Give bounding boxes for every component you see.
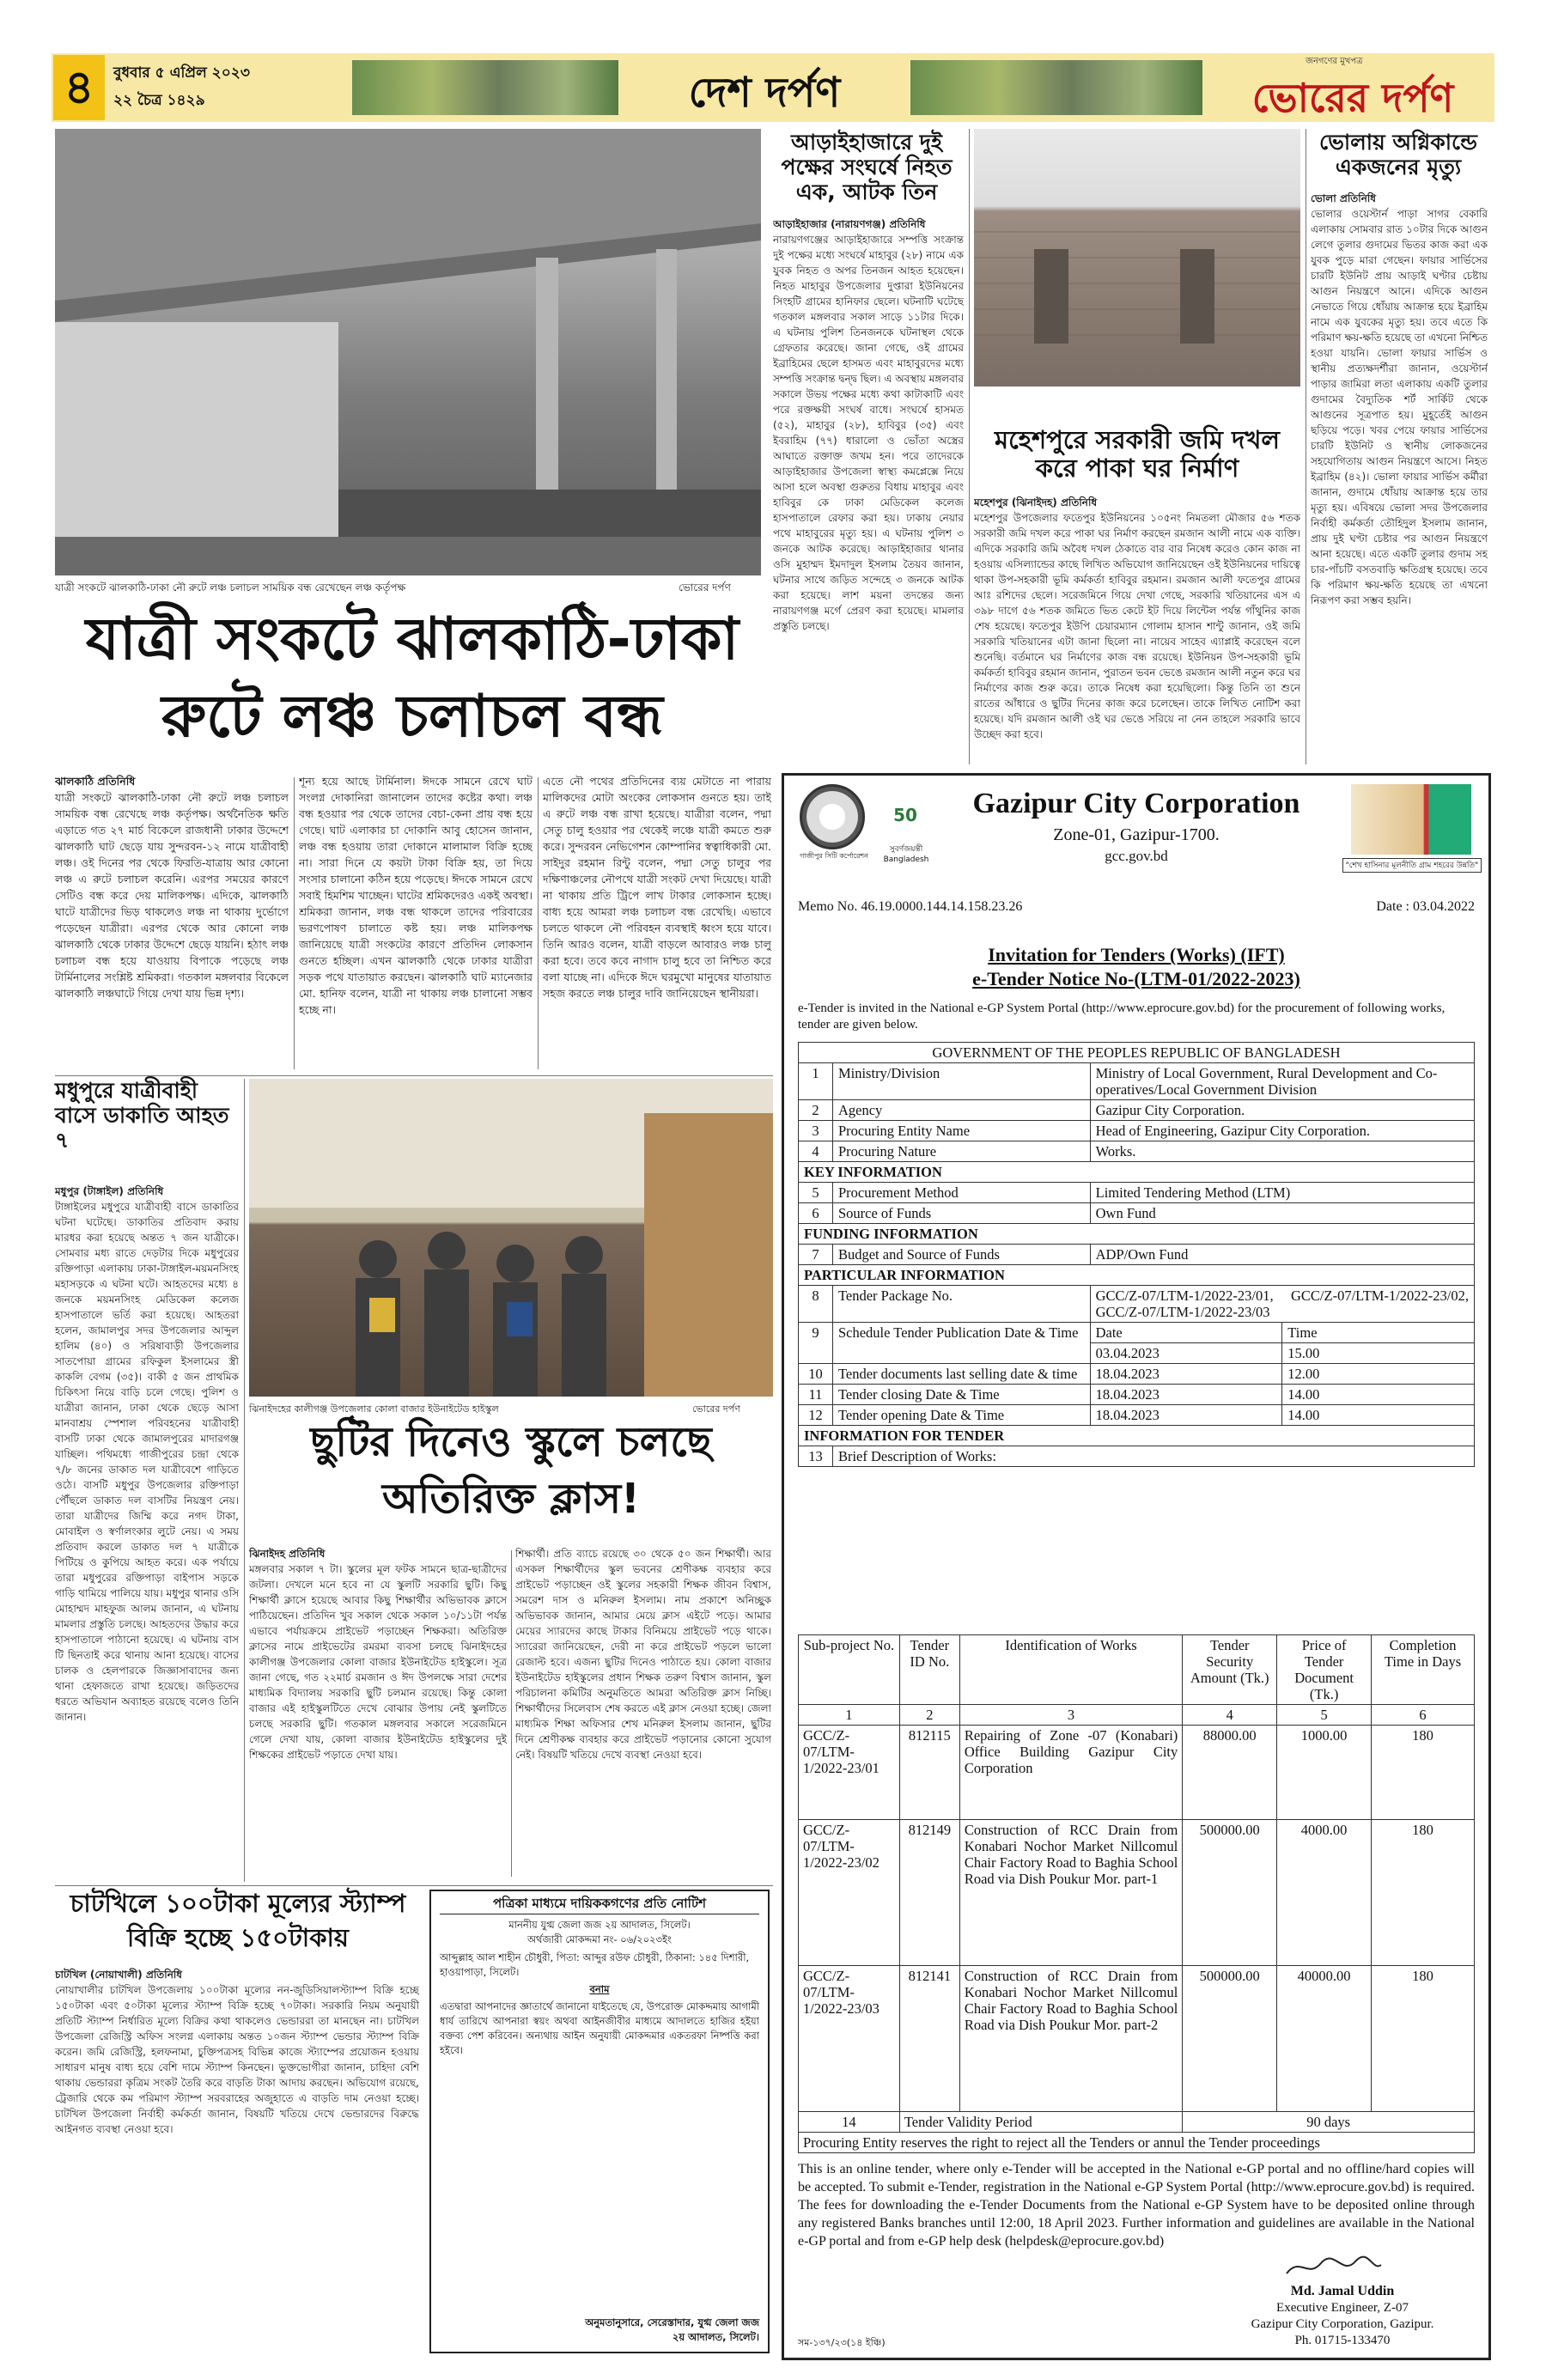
gov-header: GOVERNMENT OF THE PEOPLES REPUBLIC OF BANGLADESH xyxy=(799,1043,1475,1063)
header-photo-strip-left xyxy=(352,60,618,115)
school-headline-line1: ছুটির দিনেও স্কুলে চলছে xyxy=(310,1418,712,1466)
table-row: GCC/Z-07/LTM-1/2022-23/01 812115 Repairing of Zone -07 (Konabari) Office Building Gazipur City Corporation 88000.00 1000.00 180 xyxy=(799,1726,1475,1820)
signature-mark xyxy=(1282,2255,1385,2280)
table-row: GCC/Z-07/LTM-1/2022-23/03 812141 Construction of RCC Drain from Konabari Nochor Market Nillcomul Chair Factory Road to Baghia School Road via Dish Poukur Mor. part-2 500000.00 40000.00 180 xyxy=(799,1966,1475,2112)
school-students-photo xyxy=(249,1079,773,1397)
students-illustration xyxy=(249,1079,773,1397)
page-number: ৪ xyxy=(53,55,105,120)
school-dateline: ঝিনাইদহ প্রতিনিধি xyxy=(249,1548,326,1560)
legal-notice-plaintiff: আব্দুল্লাহ আল শাহীন চৌধুরী, পিতা: আব্দুর রউফ চৌধুরী, ঠিকানা: ১৪৫ দিশারী, হাওয়াপাড়া, সিলেট। xyxy=(440,1951,750,1978)
stamp-headline-line2: বিক্রি হচ্ছে ১৫০টাকায় xyxy=(126,1923,349,1952)
signer-title: Executive Engineer, Z-07 xyxy=(1276,2301,1409,2315)
table-row: 10 Tender documents last selling date & time 18.04.2023 12.00 xyxy=(799,1364,1475,1385)
jubilee-text: সুবর্ণজয়ন্তী Bangladesh xyxy=(883,845,929,864)
lead-body-col1 xyxy=(55,773,289,1074)
header-bangla-date: ২২ চৈত্র ১৪২৯ xyxy=(113,92,205,109)
modhupur-dateline: মধুপুর (টাঙ্গাইল) প্রতিনিধি xyxy=(55,1185,164,1197)
table-row: 11 Tender closing Date & Time 18.04.2023 14.00 xyxy=(799,1385,1475,1405)
lead-photo-caption: যাত্রী সংকটে ঝালকাঠি-ঢাকা নৌ রুটে লঞ্চ চলাচল সাময়িক বন্ধ রেখেছেন লঞ্চ কর্তৃপক্ষ xyxy=(55,581,406,593)
araihazar-body xyxy=(773,216,964,766)
mohespur-body xyxy=(974,495,1300,766)
ferry-terminal-photo xyxy=(55,129,761,575)
mohespur-text: মহেশপুর উপজেলার ফতেপুর ইউনিয়নের ১০৫নং নিমতলা মৌজার ৫৬ শতক সরকারী জমি দখল করে পাকা ঘর নির্মাণ করছেন রমজান আলী নামে এক ব্যক্তি। এদিকে সরকারি জমি অবৈধ দখল ঠেকাতে বার বার নিষেধ করেও কোন কাজ না হওয়ায় এসিল্যান্ডের কাছে লিখিত অভিযোগ জানিয়েছেন ওই ইউনিয়নের দায়িত্বে থাকা উপ-সহকারী ভূমি কর্মকর্তা হাবিবুর রহমান। রমজান আলী ফতেপুর গ্রামের আঃ রশিদের ছেলে। সরেজমিনে গিয়ে দেখা গেছে, সরকারি খতিয়ানের এস এ ৩৯৮ দাগে ৫৬ শতক জমিতে ভিত কেটে ইট দিয়ে লিন্টেল পর্যন্ত গাঁথুনির কাজ শেষ হয়েছে। ফতেপুর ইউপি চেয়ারম্যান গোলাম হাসান শান্টু জানান, ওই জমি সরকারি খতিয়ানের এটা জানা ছিলো না। নায়েব সাহেব এ্যাপ্লাই করেছেন বলে শুনেছি। বর্তমানে ঘর নির্মাণের কাজ বন্ধ রয়েছে। ইউনিয়ন উপ-সহকারী ভূমি কর্মকর্তা হাবিবুর রহমান জানান, পুরাতন ভবন ভেঙে রমজান আলী নতুন করে ঘর নির্মাণের কাজ শুরু করে। তাকে নিষেধ করা হয়েছিলো। কিন্তু তিনি তা শুনে রাতের আঁধারে ও ছুটির দিনের কাজ করে চলেছেন। তাকে লিখিত নোটিশ করা হয়েছে। যদি রমজান আলী ওই ঘর ভেঙে সরিয়ে না নেন তাহলে সরকারি ভাবে উচ্ছেদ করা হবে। xyxy=(974,512,1300,740)
lead-headline-line1: যাত্রী সংকটে ঝালকাঠি-ঢাকা xyxy=(85,606,740,673)
stamp-headline-line1: চাটখিলে ১০০টাকা মূল্যের স্ট্যাম্প xyxy=(70,1889,406,1918)
table-row: 14 Tender Validity Period 90 days xyxy=(799,2112,1475,2133)
tender-intro: e-Tender is invited in the National e-GP System Portal (http://www.eprocure.gov.bd) for the procurement of following works, tender are given below. xyxy=(798,1001,1446,1032)
table-row: 6 Source of Funds Own Fund xyxy=(799,1203,1475,1224)
signer-org: Gazipur City Corporation, Gazipur. xyxy=(1251,2317,1434,2331)
sub-table-col-numbers: 1 2 3 4 5 6 xyxy=(799,1705,1475,1726)
table-row: Procuring Entity reserves the right to reject all the Tenders or annul the Tender proceedings xyxy=(799,2133,1475,2153)
lead-col3-text: এতে নৌ পথের প্রতিদিনের ব্যয় মেটাতে না পারায় মালিকদের মোটা অংকের লোকসান গুনতে হয়। তাই এ রুটে লঞ্চ বন্ধ রাখা হয়েছে। যাত্রীরা বলেন, পদ্মা সেতু চালু হওয়ার পর থেকেই লঞ্চে যাত্রী কমতে শুরু করে। সুন্দরবন নেভিগেশন কোম্পানির স্বত্বাধিকারী মো. সাইদুর রহমান রিন্টু বলেন, পদ্মা সেতু চালুর পর দক্ষিণাঞ্চলের নৌপথে যাত্রী সংকট দেখা দিয়েছে। যাত্রী না থাকায় প্রতি ট্রিপে লাখ টাকার লোকসান হচ্ছে। বাধ্য হয়ে আমরা লঞ্চ চলাচল বন্ধ রেখেছি। এভাবে চলতে থাকলে নৌ পরিবহন ব্যবস্থাই ধ্বংস হয়ে যাবে। তিনি আরও বলেন, যাত্রী বাড়লে আবারও লঞ্চ চালু করা হবে। তবে কবে নাগাদ চালু হবে তা নিশ্চিত করে বলা যাচ্ছে না। এদিকে ঈদে ঘরমুখো মানুষের যাতায়াত সহজ করতে লঞ্চ চালুর দাবি জানিয়েছেন স্থানীয়রা। xyxy=(543,775,771,1000)
sub-table-header: Sub-project No. Tender ID No. Identification of Works Tender Security Amount (Tk.) Price of Tender Document (Tk.) Completion Time in Days xyxy=(799,1635,1475,1705)
table-row: 4 Procuring Nature Works. xyxy=(799,1141,1475,1162)
tender-slogan: "শেখ হাসিনার মূলনীতি গ্রাম শহরের উন্নতি" xyxy=(1342,858,1482,873)
tender-date: Date : 03.04.2022 xyxy=(1376,899,1475,914)
araihazar-text: নারায়ণগঞ্জের আড়াইহাজারে সম্পত্তি সংক্রান্ত দুই পক্ষের মধ্যে সংঘর্ষে মাহাবুর (২৮) নামে এক যুবক নিহত ও অপর তিনজন আহত হয়েছেন। নিহত মাহাবুর উপজেলার দুপ্তারা ইউনিয়নের সিংহটি গ্রামের হানিফার ছেলে। ঘটনাটি ঘটেছে গতকাল মঙ্গলবার সকাল সাড়ে ১১টার দিকে। এ ঘটনায় পুলিশ তিনজনকে ঘটনাস্থল থেকে গ্রেফতার করেছে। জানা গেছে, ওই গ্রামের ইব্রাহিমের ছেলে হাসমত এবং মাহাবুরদের মধ্যে সম্পত্তি সংক্রান্ত দ্বন্দ্ব ছিল। এ অবস্থায় মঙ্গলবার সকালে উভয় পক্ষের মধ্যে কথা কাটাকাটি এবং পরে রক্তক্ষয়ী সংঘর্ষ বাধে। সংঘর্ষে হাসমত (৫২), মাহাবুর (২৮), হাবিবুর (৩৫) এবং ইবরাহিম (৭৭) ধারালো ও ভোঁতা অস্ত্রের আঘাতে রক্তাক্ত জখম হন। পরে তাদেরকে আড়াইহাজার উপজেলা স্বাস্থ্য কমপ্লেক্সে নিয়ে আসা হলে অবস্থা গুরুতর বিধায় মাহাবুর এবং হাবিবুর কে ঢাকা মেডিকেল কলেজ হাসপাতালে রেফার করা হয়। ঢাকায় নেয়ার পথে মাহাবুরের মৃত্যু হয়। এ ঘটনায় পুলিশ ৩ জনকে আটক করেছে। আড়াইহাজার থানার ওসি মুহাম্মদ ইমদাদুল ইসলাম তৈয়ব জানান, ঘটনার সাথে জড়িত সন্দেহে ৩ জনকে আটক করা হয়েছে। লাশ ময়না তদন্তের জন্য নারায়ণগঞ্জ মর্গে প্রেরণ করা হয়েছে। মামলার প্রস্তুতি চলছে। xyxy=(773,234,964,632)
table-row: 2 Agency Gazipur City Corporation. xyxy=(799,1100,1475,1121)
school-photo-caption: ঝিনাইদহের কালীগঞ্জ উপজেলার কোলা বাজার ইউনাইটেড হাইস্কুল xyxy=(249,1403,499,1415)
modhupur-body xyxy=(55,1184,239,1888)
info-for-tender-header: INFORMATION FOR TENDER xyxy=(799,1426,1475,1446)
divider xyxy=(55,1075,313,1076)
lead-col2-text: শূন্য হয়ে আছে টার্মিনাল। ঈদকে সামনে রেখে ঘাট সংলগ্ন দোকানিরা জানালেন তাদের কষ্টের কথা। লঞ্চ বন্ধ হওয়ার পর থেকে তাদের বেচা-কেনা প্রায় বন্ধ হয়ে গেছে। ঘাট এলাকার চা দোকানি আবু হোসেন জানান, লঞ্চ বন্ধ হওয়ায় তারা দোকানে মালামাল বিক্রি হচ্ছে না। সারা দিনে যে কয়টা টাকা বিক্রি হয়, তা দিয়ে সংসার চালানো কঠিন হয়ে পড়েছে। ঈদকে সামনে রেখে সবাই হিমশিম খাচ্ছেন। ঘাটের শ্রমিকদেরও একই অবস্থা। শ্রমিকরা জানান, লঞ্চ বন্ধ থাকলে তাদের পরিবারের ভরণপোষণ চালাতে কষ্ট হয়। লঞ্চ মালিকপক্ষ জানিয়েছে যাত্রী সংকটের কারণে প্রতিদিন লোকসান গুনতে হচ্ছিল। এখন ঝালকাঠি থেকে ঢাকার যাত্রীরা সড়ক পথে যাতায়াত করছেন। ঝালকাঠি ঘাট ম্যানেজার মো. হানিফ বলেন, যাত্রী না থাকায় লঞ্চ চালানো সম্ভব হচ্ছে না। xyxy=(299,775,533,1016)
divider xyxy=(55,1885,773,1886)
stamp-body xyxy=(55,1967,419,2353)
brick-building-photo xyxy=(974,129,1300,387)
key-info-header: KEY INFORMATION xyxy=(799,1162,1475,1183)
table-row: 13 Brief Description of Works: xyxy=(799,1446,1475,1467)
legal-notice-signature: অনুমতানুসারে, সেরেস্তাদার, যুগ্ম জেলা জজ ২য় আদালত, সিলেট। xyxy=(585,2316,759,2343)
legal-notice-title: পত্রিকা মাধ্যমে দায়িককগণের প্রতি নোটিশ xyxy=(440,1896,759,1914)
araihazar-dateline: আড়াইহাজার (নারায়ণগঞ্জ) প্রতিনিধি xyxy=(773,218,926,230)
bhola-headline: ভোলায় অগ্নিকান্ডে একজনের মৃত্যু xyxy=(1319,130,1477,180)
table-row: 5 Procurement Method Limited Tendering Method (LTM) xyxy=(799,1183,1475,1203)
school-col2-text: শিক্ষার্থী। প্রতি ব্যাচে রয়েছে ৩০ থেকে ৫০ জন শিক্ষার্থী। আর এসকল শিক্ষার্থীদের স্কুল ভবনের শ্রেণীকক্ষ ব্যবহার করে প্রাইভেট পড়াচ্ছেন ওই স্কুলের সহকারী শিক্ষক জীবন বিশ্বাস, সমরেশ দাস ও মনিরুল ইসলাম। নাম প্রকাশে অনিচ্ছুক অভিভাবক জানান, আমার মেয়ে ক্লাস এইটে পড়ে। আমার মেয়ের স্যারদের কাছে টাকার বিনিময়ে প্রাইভেট পড়ে থাকে। স্যারেরা জানিয়েছেন, দেরী না করে প্রাইভেট পড়লে ভালো রেজাল্ট হবে। এজন্য ছুটির দিনেও পাঠাতে হয়। কোলা বাজার ইউনাইটেড হাইস্কুলের প্রধান শিক্ষক তরুণ বিশ্বাস জানান, স্কুল পরিচালনা কমিটির অনুমতিতে আমরা অতিরিক্ত ক্লাস নিচ্ছি। শিক্ষার্থীদের সিলেবাস শেষ করতে এই ক্লাস নেওয়া হচ্ছে। জেলা মাধ্যমিক শিক্ষা অফিসার শেখ মনিরুল ইসলাম জানান, ছুটির দিনে শ্রেণীকক্ষ ব্যবহার করে প্রাইভেট পড়ানোর কোনো সুযোগ নেই। বিষয়টি খতিয়ে দেখে ব্যবস্থা নেওয়া হবে। xyxy=(515,1548,771,1761)
modhupur-headline: মধুপুরে যাত্রীবাহী বাসে ডাকাতি আহত ৭ xyxy=(55,1078,229,1153)
prime-minister-portrait xyxy=(1351,784,1471,855)
legal-notice-case: অর্থজারী মোকদ্দমা নং- ০৬/২০২৩ইং xyxy=(527,1933,672,1945)
tender-org-name: Gazipur City Corporation xyxy=(972,788,1300,819)
school-body-col2 xyxy=(515,1546,771,1883)
header-photo-strip-right xyxy=(910,60,1202,115)
brick-wall-illustration xyxy=(974,129,1300,387)
table-row: 7 Budget and Source of Funds ADP/Own Fund xyxy=(799,1245,1475,1265)
tender-memo: Memo No. 46.19.0000.144.14.158.23.26 xyxy=(798,899,1023,914)
mohespur-dateline: মহেশপুর (ঝিনাইদহ) প্রতিনিধি xyxy=(974,496,1098,508)
funding-info-header: FUNDING INFORMATION xyxy=(799,1224,1475,1245)
lead-col1-text: যাত্রী সংকটে ঝালকাঠি-ঢাকা নৌ রুটে লঞ্চ চলাচল সাময়িক বন্ধ রেখেছে লঞ্চ কর্তৃপক্ষ। অর্থনৈতিক ক্ষতি এড়াতে গত ২৭ মার্চ বিকেলে রাজধানী ঢাকার উদ্দেশে ঝালকাঠি ঘাট ছেড়ে যায় সুন্দরবন-১২ নামে যাত্রীবাহী লঞ্চ। ওই দিনের পর থেকে ফিরতি-যাত্রায় আর কোনো লঞ্চ এ রুটে চলাচল করেনি। এরপর সময়ের কারণে সেটিও বন্ধ করে দেয় মালিকপক্ষ। এদিকে, ঝালকাঠি ঘাটে যাত্রীদের ভিড় থাকলেও লঞ্চ না থাকায় দুর্ভোগে পড়েছেন যাত্রীরা। এরপর থেকে আর কোনো লঞ্চ ঝালকাঠি থেকে ঢাকার উদ্দেশে ছেড়ে যায়নি। হঠাৎ লঞ্চ চলাচল বন্ধ হয়ে যাওয়ায় বিপাকে পড়েছে লঞ্চ টার্মিনালের সংশ্লিষ্ট শ্রমিকরা। গতকাল মঙ্গলবার বিকেলে ঝালকাঠি লঞ্চঘাটে গিয়ে দেখা যায় ভিন্ন দৃশ্য। xyxy=(55,791,289,1000)
legal-notice-box xyxy=(429,1890,770,2353)
lead-photo-credit: ভোরের দর্পণ xyxy=(679,581,731,593)
divider xyxy=(294,777,295,1069)
tender-title2: e-Tender Notice No-(LTM-01/2022-2023) xyxy=(972,968,1300,989)
tender-main-table xyxy=(798,1042,1475,1467)
signature-scribble-icon xyxy=(1282,2255,1385,2280)
legal-notice-body: এতদ্বারা আপনাদের জ্ঞাতার্থে জানানো যাইতেছে যে, উপরোক্ত মোকদ্দমায় আগামী ধার্য তারিখে আপনারা স্বয়ং অথবা আইনজীবীর মাধ্যমে আদালতে হাজির হইয়া বক্তব্য পেশ করিবেন। অন্যথায় আইন অনুযায়ী মোকদ্দমার একতরফা নিষ্পত্তি করা হইবে। xyxy=(440,2000,759,2056)
lead-body-col3 xyxy=(543,773,771,1074)
table-row: 3 Procuring Entity Name Head of Engineering, Gazipur City Corporation. xyxy=(799,1121,1475,1141)
header-date: বুধবার ৫ এপ্রিল ২০২৩ xyxy=(113,64,250,82)
lead-headline-line2: রুটে লঞ্চ চলাচল বন্ধ xyxy=(161,683,663,751)
ad-code: সম-১৩৭/২৩(১৪ ইঞ্চি) xyxy=(798,2337,886,2348)
jubilee-logo: 50 xyxy=(893,805,917,825)
bhola-body xyxy=(1311,191,1488,764)
tender-footer-text: This is an online tender, where only e-Tender will be accepted in the National e-GP portal and no offline/hard copies will be accepted. To submit e-Tender, registration in the National e-GP System Portal (http://www.eprocure.gov.bd) is required. The fees for downloading the e-Tender Documents from the National e-GP System have to be deposited online through any registered Banks branches until 12:00, 18 April 2023. Further information and guidelines are available in the National e-GP portal and from e-GP help desk (helpdesk@eprocure.gov.bd) xyxy=(798,2162,1475,2249)
divider xyxy=(969,129,970,764)
araihazar-headline: আড়াইহাজারে দুই পক্ষের সংঘর্ষে নিহত এক, আটক তিন xyxy=(781,130,953,204)
tender-advertisement xyxy=(782,773,1491,2360)
table-row: 8 Tender Package No. GCC/Z-07/LTM-1/2022-23/01, GCC/Z-07/LTM-1/2022-23/02, GCC/Z-07/LTM-1/2022-23/03 xyxy=(799,1286,1475,1323)
tender-website: gcc.gov.bd xyxy=(1105,848,1168,864)
gcc-logo-text: গাজীপুর সিটি কর্পোরেশন xyxy=(800,852,868,860)
lead-body-col2 xyxy=(299,773,533,1074)
sub-project-table xyxy=(798,1634,1475,2153)
tender-zone: Zone-01, Gazipur-1700. xyxy=(1053,825,1220,844)
table-row: 1 Ministry/Division Ministry of Local Government, Rural Development and Co-operatives/Local Government Division xyxy=(799,1063,1475,1100)
signer-phone: Ph. 01715-133470 xyxy=(1294,2334,1391,2347)
lead-dateline: ঝালকাঠি প্রতিনিধি xyxy=(55,775,136,788)
legal-notice-versus: বনাম xyxy=(589,1983,610,1995)
table-row: GCC/Z-07/LTM-1/2022-23/02 812149 Construction of RCC Drain from Konabari Nochor Market Nillcomul Chair Factory Road to Baghia School Road via Dish Poukur Mor. part-1 500000.00 4000.00 180 xyxy=(799,1820,1475,1966)
ferry-terminal-illustration xyxy=(55,129,761,575)
divider xyxy=(538,777,539,1069)
school-col1-text: মঙ্গলবার সকাল ৭ টা। স্কুলের মূল ফটক সামনে ছাত্র-ছাত্রীদের জটলা। দেখলে মনে হবে না যে স্কুলটি সরকারি ছুটি। কিছু শিক্ষার্থী ক্লাসে হয়েছে আবার কিছু শিক্ষার্থীর অভিভাবক ক্লাসে পাঠিয়েছেন। প্রতিদিন খুব সকাল থেকে সকাল ১০/১১টা পর্যন্ত এভাবে পর্যায়ক্রমে প্রাইভেট পড়াচ্ছেন শিক্ষকরা। অতিরিক্ত ক্লাসের নামে প্রাইভেটের রমরমা ব্যবসা চলছে ঝিনাইদহের কালীগঞ্জ উপজেলার কোলা বাজার ইউনাইটেড হাইস্কুলে। সূত্র জানা গেছে, গত ২২মার্চ রমজান ও ঈদ উপলক্ষে সারা দেশের মাধ্যমিক বিদ্যালয় সরকারি ছুটি চলমান রয়েছে। কিন্তু কোলা বাজার এই হাইস্কুলটিতে দেখে বোঝার উপায় নেই স্কুলটিতে চলছে সরকারি ছুটি। গতকাল মঙ্গলবার সকালে সরেজমিনে গেলে দেখা যায়, কোলা বাজার ইউনাইটেড হাইস্কুলের দুই শিক্ষকের প্রাইভেট পড়াতে দেখা যায়। xyxy=(249,1563,507,1761)
masthead-tagline: জনগণের মুখপত্র xyxy=(1306,57,1363,66)
stamp-dateline: চাটখিল (নোয়াখালী) প্রতিনিধি xyxy=(55,1969,183,1981)
school-headline-line2: অতিরিক্ত ক্লাস! xyxy=(382,1475,640,1523)
tender-title1: Invitation for Tenders (Works) (IFT) xyxy=(988,944,1285,965)
school-photo-credit: ভোরের দর্পণ xyxy=(692,1403,740,1415)
divider xyxy=(244,1079,245,1882)
table-row: 9 Schedule Tender Publication Date & Time Date Time 03.04.2023 15.00 xyxy=(799,1323,1475,1364)
table-row: 12 Tender opening Date & Time 18.04.2023 14.00 xyxy=(799,1405,1475,1426)
signer-name: Md. Jamal Uddin xyxy=(1290,2284,1395,2298)
particular-info-header: PARTICULAR INFORMATION xyxy=(799,1265,1475,1286)
bhola-text: ভোলার ওয়েস্টার্ন পাড়া সাগর বেকারি এলাকায় সোমবার রাত ১০টার দিকে আগুন লেগে তুলার গুদামের ভিতর কাজ করা এক যুবক পুড়ে মারা গেছেন। ফায়ার সার্ভিসের চারটি ইউনিট প্রায় আড়াই ঘণ্টার চেষ্টায় আগুন নিয়ন্ত্রণে আনে। এদিকে আগুন নেভাতে গিয়ে ধোঁয়ায় আক্রান্ত হয়ে ইব্রাহিম নামে এক যুবকের মৃত্যু হয়। তবে এতে কি পরিমাণ ক্ষয়-ক্ষতি হয়েছে তা এখনো নিশ্চিত হওয়া যায়নি। ভোলা ফায়ার সার্ভিস ও স্থানীয় প্রত্যক্ষদর্শীরা জানান, ওয়েস্টার্ন পাড়ার জামিরা লতা এলাকায় একটি তুলার গুদামের বৈদ্যুতিক শর্ট সার্কিট থেকে আগুনের সূত্রপাত হয়। মুহূর্তেই আগুন ছড়িয়ে পড়ে। খবর পেয়ে ফায়ার সার্ভিসের চারটি ইউনিট ও স্থানীয় লোকজনের সহযোগিতায় আগুন নিয়ন্ত্রণে আসে। নিহত ইব্রাহিম (৪২)। ভোলা ফায়ার সার্ভিস কর্মীরা জানান, গুদামে ধোঁয়ায় আক্রান্ত হয়ে তার মৃত্যু হয়। এবিষয়ে ভোলা সদর উপজেলার নির্বাহী কর্মকর্তা তৌহিদুল ইসলাম জানান, প্রায় দুই ঘণ্টা চেষ্টার পর আগুন নিয়ন্ত্রণে আনা হয়েছে। এতে একটি তুলার গুদাম সহ চার-পাঁচটি বসতবাড়ি ক্ষতিগ্রস্থ হয়েছে। তবে কি পরিমাণ ক্ষয়-ক্ষতি হয়েছে তা এখনো নিরূপণ করা সম্ভব হয়নি। xyxy=(1311,208,1488,606)
bhola-dateline: ভোলা প্রতিনিধি xyxy=(1311,192,1377,204)
modhupur-text: টাঙ্গাইলের মধুপুরে যাত্রীবাহী বাসে ডাকাতির ঘটনা ঘটেছে। ডাকাতির প্রতিবাদ করায় মারধর করা হয়েছে অন্তত ৭ জন যাত্রীকে। সোমবার মধ্য রাতে দেড়টার দিকে মধুপুরের রক্তিপাড়া এলাকায় ঢাকা-টাঙ্গাইল-ময়মনসিংহ মহাসড়কে এ ঘটনা ঘটে। আহতদের মধ্যে ৪ জনকে ময়মনসিংহ মেডিকেল কলেজ হাসপাতালে ভর্তি করা হয়েছে। আহতরা হলেন, জামালপুর সদর উপজেলার আব্দুল হালিম (৪০) ও সরিষাবাড়ী উপজেলার সাতপোয়া গ্রামের রফিকুল ইসলামের স্ত্রী কাকলি বেগম (৩৫)। বাকী ৫ জন প্রাথমিক চিকিৎসা নিয়ে বাড়ি চলে গেছে। পুলিশ ও যাত্রীরা জানান, ঢাকা থেকে ছেড়ে আসা মানবাশ্রয় স্পেশাল পরিবহনের যাত্রীবাহী বাসটি ঢাকা থেকে জামালপুরের মাদারগঞ্জ যাচ্ছিল। পথিমধ্যে গাজীপুরের চন্দ্রা থেকে ৭/৮ জনের ডাকাত দল যাত্রীবেশে গাড়িতে ওঠে। বাসটি মধুপুর উপজেলার রক্তিপাড়া পৌঁছলে ডাকাত দল বাসটির নিয়ন্ত্রণ নেয়। তারা যাত্রীদের জিম্মি করে নগদ টাকা, মোবাইল ও স্বর্ণালংকার লুটে নেয়। এ সময় প্রতিবাদ করলে ডাকাত দল ৭ যাত্রীকে পিটিয়ে ও কুপিয়ে আহত করে। এক পর্যায়ে তারা মধুপুরের রক্তিপাড়া বাইপাস সড়কে গাড়ি থামিয়ে পালিয়ে যায়। মধুপুর থানার ওসি মোহাম্মদ মাহফুজ আলম জানান, এ ঘটনায় মামলার প্রস্তুতি চলছে। আহতদের উদ্ধার করে হাসপাতালে পাঠানো হয়েছে। এ ঘটনায় বাস টি ছিনতাই করে থানায় আনা হয়েছে। বাসের চালক ও হেলপারকে জিজ্ঞাসাবাদের জন্য থানা হেফাজতে রাখা হয়েছে। জড়িতদের ধরতে অভিযান অব্যাহত রয়েছে বলেও তিনি জানান। xyxy=(55,1201,239,1723)
school-body-col1 xyxy=(249,1546,507,1883)
mohespur-headline: মহেশপুরে সরকারী জমি দখল করে পাকা ঘর নির্মাণ xyxy=(994,425,1281,484)
legal-notice-court: মাননীয় যুগ্ম জেলা জজ ২য় আদালত, সিলেট। xyxy=(508,1919,691,1931)
divider xyxy=(511,1550,512,1877)
gcc-logo xyxy=(800,784,865,849)
masthead: ভোরের দর্পণ xyxy=(1251,75,1454,121)
stamp-text: নোয়াখালীর চাটখিল উপজেলায় ১০০টাকা মূল্যের নন-জুডিসিয়ালস্ট্যাম্প বিক্রি হচ্ছে ১৫০টাকা এবং ৫০টাকা মূল্যের স্ট্যাম্প বিক্রি হচ্ছে ৭০টাকা। সরকারি নিয়ম অনুযায়ী প্রতিটি স্ট্যাম্প নির্ধারিত মূল্যে বিক্রির কথা থাকলেও ভেন্ডাররা তা মানছেন না। চাটখিল উপজেলা রেজিস্ট্রি অফিস সংলগ্ন এলাকায় অন্তত ১০জন স্ট্যাম্প ভেন্ডার স্ট্যাম্প বিক্রি করেন। জমি রেজিস্ট্রি, হলফনামা, চুক্তিপত্রসহ বিভিন্ন কাজে স্ট্যাম্পের প্রয়োজন হওয়ায় সাধারণ মানুষ বাধ্য হয়ে বেশি দামে স্ট্যাম্প কিনছেন। ভুক্তভোগীরা জানান, চাহিদা বেশি থাকায় ভেন্ডাররা কৃত্রিম সংকট তৈরি করে বাড়তি টাকা আদায় করছেন। অভিযোগ রয়েছে, ট্রেজারি থেকে কম পরিমাণ স্ট্যাম্প সরবরাহের অজুহাতে এ বাড়তি দাম নেওয়া হচ্ছে। চাটখিল উপজেলা নির্বাহী কর্মকর্তা জানান, বিষয়টি খতিয়ে দেখে ভেন্ডারদের বিরুদ্ধে আইনগত ব্যবস্থা নেওয়া হবে। xyxy=(55,1984,419,2135)
section-title: দেশ দর্পণ xyxy=(688,69,841,117)
